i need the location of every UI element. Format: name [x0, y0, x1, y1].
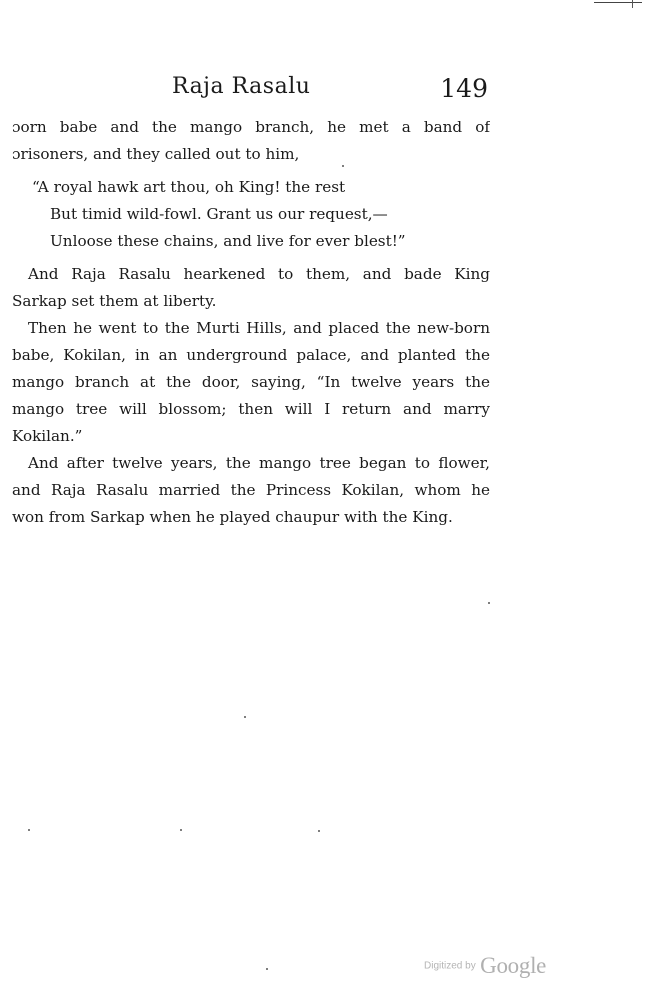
text-line: babe, Kokilan, in an underground palace, and planted the — [12, 346, 490, 364]
text-line: And Raja Rasalu hearkened to them, and bade King — [28, 265, 490, 283]
body-text — [0, 114, 490, 531]
scan-speck — [342, 165, 344, 167]
text-line: And after twelve years, the mango tree began to flower, — [28, 454, 490, 472]
page-header — [172, 74, 488, 108]
text-line: Sarkap set them at liberty. — [12, 292, 217, 310]
scan-speck — [244, 716, 246, 718]
text-line: won from Sarkap when he played chaupur with the King. — [12, 508, 453, 526]
running-head: Raja Rasalu — [172, 74, 311, 99]
scan-speck — [28, 829, 30, 831]
scan-edge-line — [594, 2, 642, 3]
verse-line: Unloose these chains, and live for ever blest!” — [50, 232, 406, 250]
text-line: ɔrisoners, and they called out to him, — [12, 145, 300, 163]
text-line: and Raja Rasalu married the Princess Kokilan, whom he — [12, 481, 490, 499]
google-logo: Google — [480, 953, 547, 978]
scan-edge-tick — [632, 0, 633, 8]
verse-line: “A royal hawk art thou, oh King! the rest — [32, 178, 346, 196]
scan-speck — [266, 968, 268, 970]
text-line: mango tree will blossom; then will I return and marry — [12, 400, 490, 418]
text-line: mango branch at the door, saying, “In twelve years the — [12, 373, 490, 391]
scan-speck — [318, 830, 320, 832]
page-number: 149 — [440, 74, 488, 103]
text-line: Then he went to the Murti Hills, and placed the new-born — [28, 319, 490, 337]
text-line: ɔorn babe and the mango branch, he met a band of — [12, 118, 490, 136]
digitized-by-google-watermark — [424, 953, 546, 979]
verse-line: But timid wild-fowl. Grant us our request,— — [50, 205, 388, 223]
watermark-prefix: Digitized by — [424, 960, 476, 972]
scan-speck — [180, 829, 182, 831]
text-line: Kokilan.” — [12, 427, 83, 445]
scan-speck — [488, 602, 490, 604]
